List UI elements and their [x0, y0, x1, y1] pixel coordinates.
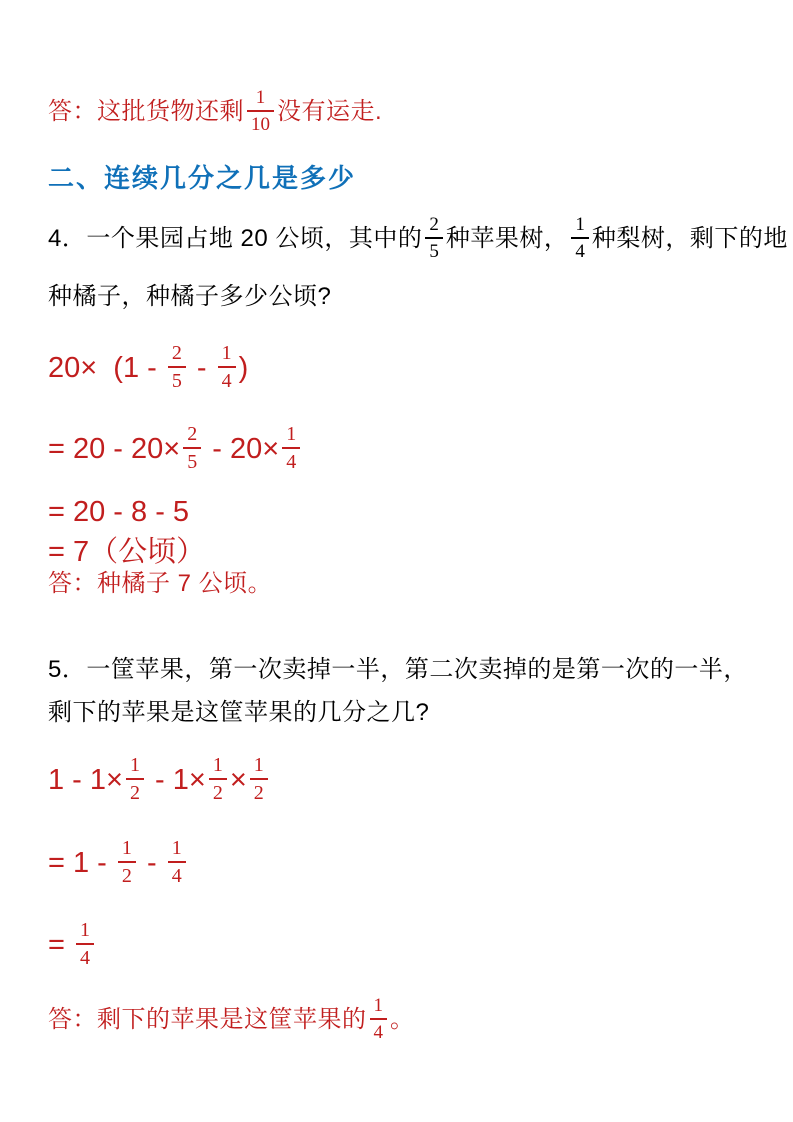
fraction-denominator: 2 — [250, 778, 268, 803]
question-4-equation-4: = 7（公顷） — [48, 536, 206, 568]
fraction-denominator: 4 — [76, 943, 94, 968]
fraction — [247, 88, 274, 134]
fraction-denominator: 5 — [183, 447, 201, 472]
fraction-denominator: 4 — [218, 366, 236, 391]
fraction-denominator: 2 — [118, 861, 136, 886]
fraction-denominator: 4 — [571, 237, 589, 261]
fraction-denominator: 10 — [247, 110, 274, 134]
question-4-equation-2: = 20 - 20× $\frac{2}{5}$ - 20× $\frac{1}{4}$ — [48, 416, 303, 482]
fraction — [168, 343, 186, 391]
fraction-numerator: 1 — [575, 213, 585, 235]
fraction — [118, 838, 136, 886]
fraction-numerator: 1 — [80, 919, 90, 942]
question-5-equation-2: = 1 - $\frac{1}{2}$ - $\frac{1}{4}$ — [48, 830, 189, 896]
question-4-equation-3: = 20 - 8 - 5 — [48, 496, 190, 528]
fraction-numerator: 1 — [373, 994, 383, 1016]
question-5-equation-1: 1 - 1× $\frac{1}{2}$ - 1× $\frac{1}{2}$ × $\frac{1}{2}$ — [48, 747, 271, 813]
fraction — [126, 755, 144, 803]
fraction — [282, 424, 300, 472]
fraction — [76, 920, 94, 968]
question-4-text-line-1: 4．一个果园占地 20 公顷，其中的 $\frac{2}{5}$ 种苹果树， $\frac{1}{4}$ 种梨树，剩下的地 — [48, 213, 788, 262]
fraction — [425, 215, 443, 261]
fraction-numerator: 1 — [129, 754, 140, 777]
fraction-numerator: 2 — [187, 423, 198, 446]
fraction-denominator: 5 — [168, 366, 186, 391]
fraction-numerator: 1 — [121, 837, 132, 860]
fraction-denominator: 2 — [209, 778, 227, 803]
fraction-denominator: 4 — [282, 447, 300, 472]
fraction-numerator: 2 — [171, 342, 182, 365]
question-5-equation-3: = $\frac{1}{4}$ — [48, 912, 97, 978]
question-5-answer-line: 答：剩下的苹果是这筐苹果的 $\frac{1}{4}$ 。 — [48, 994, 415, 1043]
fraction — [183, 424, 201, 472]
fraction-numerator: 1 — [253, 754, 264, 777]
fraction-numerator: 2 — [429, 213, 439, 235]
fraction — [571, 215, 589, 261]
fraction-numerator: 1 — [286, 423, 297, 446]
fraction-numerator: 1 — [255, 86, 266, 108]
section-heading: 二、连续几分之几是多少 — [48, 162, 357, 193]
fraction — [168, 838, 186, 886]
fraction-numerator: 1 — [212, 754, 223, 777]
fraction-denominator: 4 — [168, 861, 186, 886]
fraction — [218, 343, 236, 391]
fraction-denominator: 2 — [126, 778, 144, 803]
fraction — [370, 996, 388, 1042]
answer-line-previous-question: 答：这批货物还剩 $\frac{1}{10}$ 没有运走. — [48, 86, 383, 135]
fraction-numerator: 1 — [171, 837, 182, 860]
question-4-equation-1: 20× (1 - $\frac{2}{5}$ - $\frac{1}{4}$ ) — [48, 342, 249, 393]
question-5-text-line-2: 剩下的苹果是这筐苹果的几分之几? — [48, 699, 430, 726]
fraction-denominator: 4 — [370, 1018, 388, 1042]
fraction-numerator: 1 — [221, 342, 232, 365]
fraction-denominator: 5 — [425, 237, 443, 261]
fraction — [250, 755, 268, 803]
fraction — [209, 755, 227, 803]
question-4-answer-line: 答：种橘子 7 公顷。 — [48, 570, 273, 597]
question-5-text-line-1: 5．一筐苹果，第一次卖掉一半，第二次卖掉的是第一次的一半， — [48, 656, 748, 683]
question-4-text-line-2: 种橘子，种橘子多少公顷? — [48, 283, 332, 310]
